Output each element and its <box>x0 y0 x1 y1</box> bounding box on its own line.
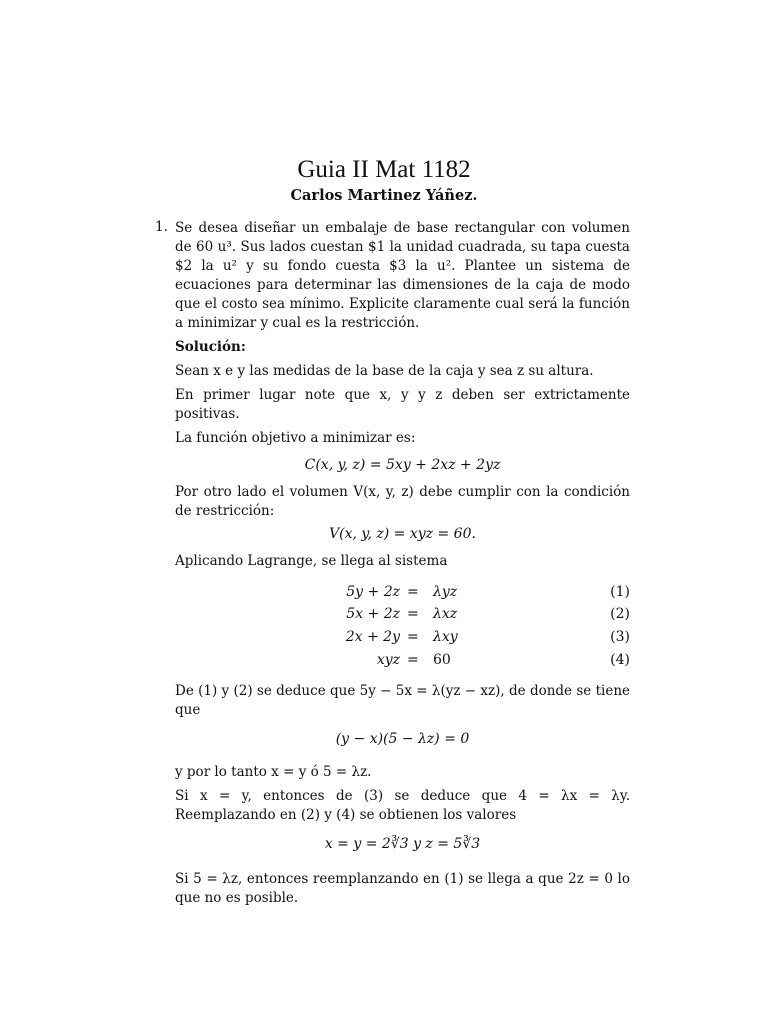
values-equation: x = y = 2∛3 y z = 5∛3 <box>324 836 481 852</box>
equation-lhs: 5y + 2z <box>346 584 400 600</box>
problem-body <box>175 219 630 908</box>
solution-label: Solución: <box>175 339 246 355</box>
equation-tag: (1) <box>610 584 630 600</box>
equation-row <box>175 605 630 627</box>
equation-row <box>175 628 630 650</box>
problem-number: 1. <box>155 219 168 235</box>
equation-lhs: 5x + 2z <box>346 606 400 622</box>
equation-tag: (4) <box>610 652 630 668</box>
document-author: Carlos Martinez Yáñez. <box>290 187 478 204</box>
solution-line-constraint-intro: Por otro lado el volumen V(x, y, z) debe cumplir con la condición de restricción: <box>175 484 630 519</box>
solution-line-case-two: Si 5 = λz, entonces reemplanzando en (1) se llega a que 2z = 0 lo que no es posible. <box>175 871 630 906</box>
equation-tag: (2) <box>610 606 630 622</box>
equation-rhs: 60 <box>433 652 451 668</box>
solution-line-lagrange: Aplicando Lagrange, se llega al sistema <box>175 553 448 569</box>
equation-rhs: λyz <box>433 584 458 600</box>
equation-lhs: xyz <box>376 652 400 668</box>
equation-op: = <box>407 584 419 600</box>
equation-tag: (3) <box>610 629 630 645</box>
problem-statement: Se desea diseñar un embalaje de base rectangular con volumen de 60 u³. Sus lados cuestan $1 la unidad cuadrada, su tapa cuesta $2 la u² y su fondo cuesta $3 la u². Plantee un sistema de ecuaciones para determinar las dimensiones de la caja de modo que el costo sea mínimo. Explicite claramente cual será la función a minimizar y cual es la restricción. <box>175 220 630 331</box>
solution-line-deduction: De (1) y (2) se deduce que 5y − 5x = λ(yz − xz), de donde se tiene que <box>175 683 630 718</box>
document-title: Guia II Mat 1182 <box>297 156 471 183</box>
equation-row <box>175 651 630 673</box>
equation-op: = <box>407 606 419 622</box>
solution-line-cases: y por lo tanto x = y ó 5 = λz. <box>175 764 372 780</box>
factored-equation: (y − x)(5 − λz) = 0 <box>335 731 470 747</box>
solution-line-case-one: Si x = y, entonces de (3) se deduce que 4 = λx = λy. Reemplazando en (2) y (4) se obtienen los valores <box>175 788 630 823</box>
equation-system <box>175 579 630 672</box>
solution-line-variables: Sean x e y las medidas de la base de la caja y sea z su altura. <box>175 363 594 379</box>
solution-line-positive: En primer lugar note que x, y y z deben ser extrictamente positivas. <box>175 387 630 422</box>
solution-line-objective-intro: La función objetivo a minimizar es: <box>175 430 416 446</box>
equation-rhs: λxy <box>433 629 458 645</box>
equation-op: = <box>407 652 419 668</box>
equation-row <box>175 583 630 605</box>
equation-rhs: λxz <box>433 606 458 622</box>
equation-op: = <box>407 629 419 645</box>
objective-equation: C(x, y, z) = 5xy + 2xz + 2yz <box>304 457 501 473</box>
equation-lhs: 2x + 2y <box>345 629 400 645</box>
constraint-equation: V(x, y, z) = xyz = 60. <box>329 526 476 542</box>
